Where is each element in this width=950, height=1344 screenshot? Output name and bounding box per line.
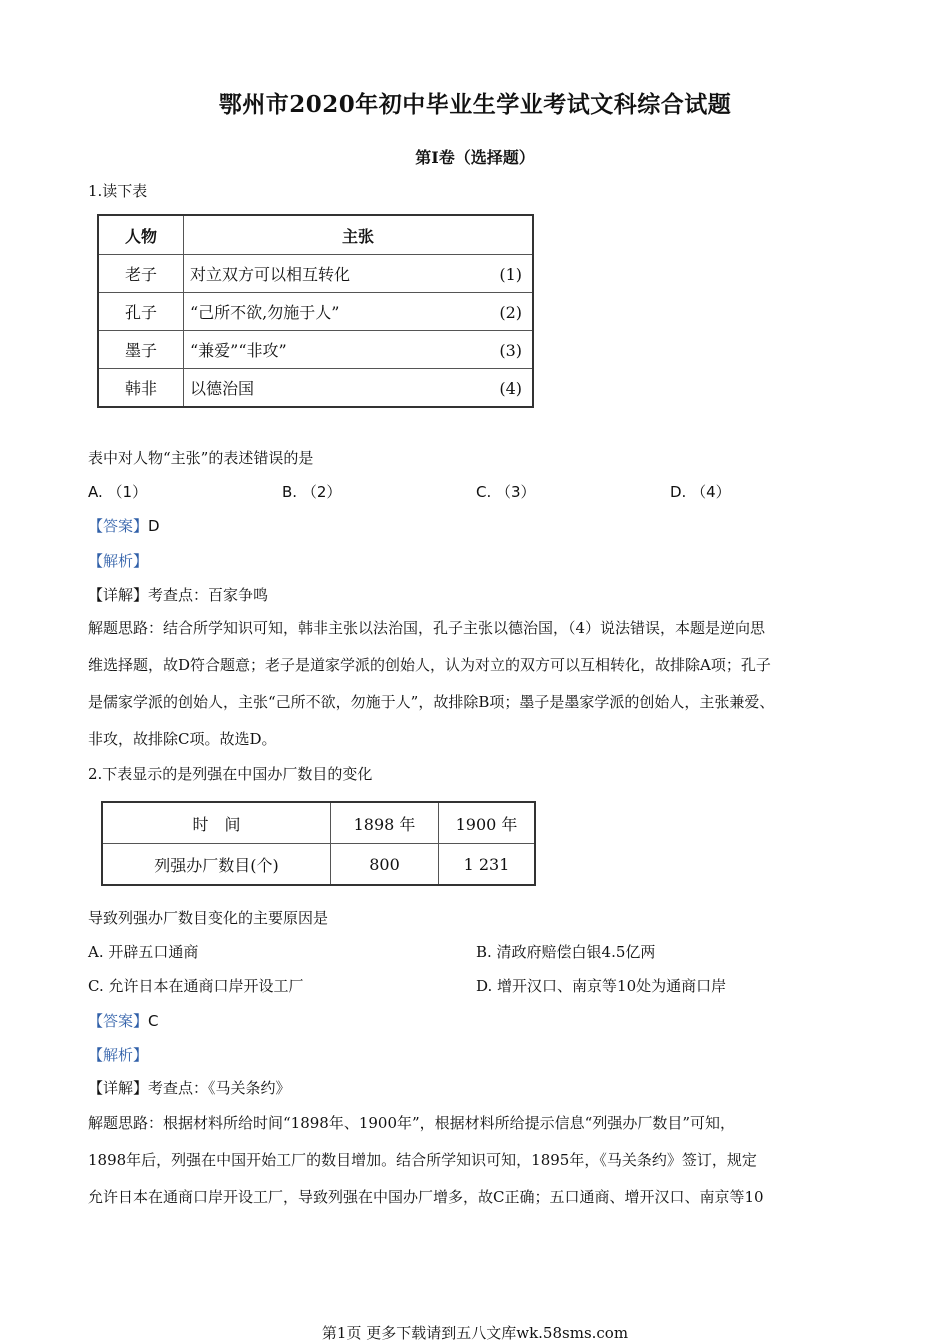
answer-value: D — [148, 517, 160, 535]
answer-label: 【答案】 — [88, 1012, 149, 1030]
q1-option-c: C. （3） — [476, 483, 536, 501]
value-1900: 1 231 — [439, 844, 536, 886]
header-time: 时 间 — [102, 802, 331, 844]
claim-text: 以德治国 — [190, 379, 255, 398]
header-person: 人物 — [98, 215, 184, 255]
person-cell: 老子 — [98, 255, 184, 293]
q1-detail — [88, 584, 268, 605]
q1-option-b: B. （2） — [282, 483, 342, 501]
detail-label: 【详解】 — [88, 1079, 149, 1097]
claim-number: (4) — [499, 379, 522, 398]
section-title: 第Ⅰ卷（选择题） — [415, 148, 535, 167]
q2-analysis-label: 【解析】 — [88, 1046, 149, 1064]
table-header-row — [98, 215, 533, 255]
answer-label: 【答案】 — [88, 517, 149, 535]
claim-text: “兼爱”“非攻” — [190, 341, 287, 360]
q2-option-c: C. 允许日本在通商口岸开设工厂 — [88, 977, 304, 995]
q2-option-b: B. 清政府赔偿白银4.5亿两 — [476, 943, 656, 961]
detail-label: 【详解】 — [88, 586, 149, 604]
q1-stem: 1.读下表 — [88, 182, 148, 200]
claim-cell — [184, 293, 534, 331]
claim-text: 对立双方可以相互转化 — [190, 265, 351, 284]
claim-cell — [184, 255, 534, 293]
person-cell: 墨子 — [98, 331, 184, 369]
person-cell: 韩非 — [98, 369, 184, 408]
q2-explanation-line: 允许日本在通商口岸开设工厂，导致列强在中国办厂增多，故C正确；五口通商、增开汉口、南京等10 — [88, 1188, 764, 1206]
q1-explanation-line: 非攻，故排除C项。故选D。 — [88, 730, 277, 748]
q1-table — [97, 214, 534, 408]
q2-stem: 2.下表显示的是列强在中国办厂数目的变化 — [88, 765, 373, 783]
q1-answer — [88, 515, 160, 536]
q1-explanation-line: 是儒家学派的创始人，主张“己所不欲，勿施于人”，故排除B项；墨子是墨家学派的创始人，主张兼爱、 — [88, 693, 775, 711]
q2-option-d: D. 增开汉口、南京等10处为通商口岸 — [476, 977, 727, 995]
person-cell: 孔子 — [98, 293, 184, 331]
header-1898: 1898 年 — [331, 802, 439, 844]
page-footer: 第1页 更多下载请到五八文库wk.58sms.com — [321, 1324, 629, 1342]
claim-number: (3) — [499, 341, 522, 360]
answer-value: C — [148, 1012, 159, 1030]
value-1898: 800 — [331, 844, 439, 886]
header-1900: 1900 年 — [439, 802, 536, 844]
table-row — [98, 369, 533, 408]
q1-analysis-label: 【解析】 — [88, 552, 149, 570]
table-row — [98, 331, 533, 369]
table-row — [98, 255, 533, 293]
detail-point: 考查点：百家争鸣 — [148, 586, 269, 604]
claim-text: “己所不欲,勿施于人” — [190, 303, 340, 322]
q2-question: 导致列强办厂数目变化的主要原因是 — [88, 909, 329, 927]
q1-option-a: A. （1） — [88, 483, 148, 501]
claim-number: (1) — [499, 265, 522, 284]
page-title: 鄂州市2020年初中毕业生学业考试文科综合试题 — [218, 91, 732, 118]
q2-explanation-line: 解题思路：根据材料所给时间“1898年、1900年”，根据材料所给提示信息“列强办厂数目”可知， — [88, 1114, 736, 1132]
detail-point: 考查点：《马关条约》 — [148, 1079, 291, 1097]
table-row — [98, 293, 533, 331]
q1-question: 表中对人物“主张”的表述错误的是 — [88, 449, 314, 467]
q2-detail — [88, 1077, 291, 1098]
claim-number: (2) — [499, 303, 522, 322]
q2-answer — [88, 1010, 159, 1031]
q1-explanation-line: 维选择题，故D符合题意；老子是道家学派的创始人，认为对立的双方可以互相转化，故排除A项；孔子 — [88, 656, 771, 674]
claim-cell — [184, 369, 534, 408]
claim-cell — [184, 331, 534, 369]
q2-table — [101, 801, 536, 886]
q1-explanation-line: 解题思路：结合所学知识可知，韩非主张以法治国，孔子主张以德治国，（4）说法错误，本题是逆向思 — [88, 619, 766, 637]
q1-option-d: D. （4） — [670, 483, 731, 501]
table-row — [102, 844, 535, 886]
table-header-row — [102, 802, 535, 844]
row-label: 列强办厂数目(个) — [102, 844, 331, 886]
header-claim: 主张 — [184, 215, 534, 255]
q2-option-a: A. 开辟五口通商 — [88, 943, 199, 961]
q2-explanation-line: 1898年后，列强在中国开始工厂的数目增加。结合所学知识可知，1895年，《马关条约》签订，规定 — [88, 1151, 757, 1169]
